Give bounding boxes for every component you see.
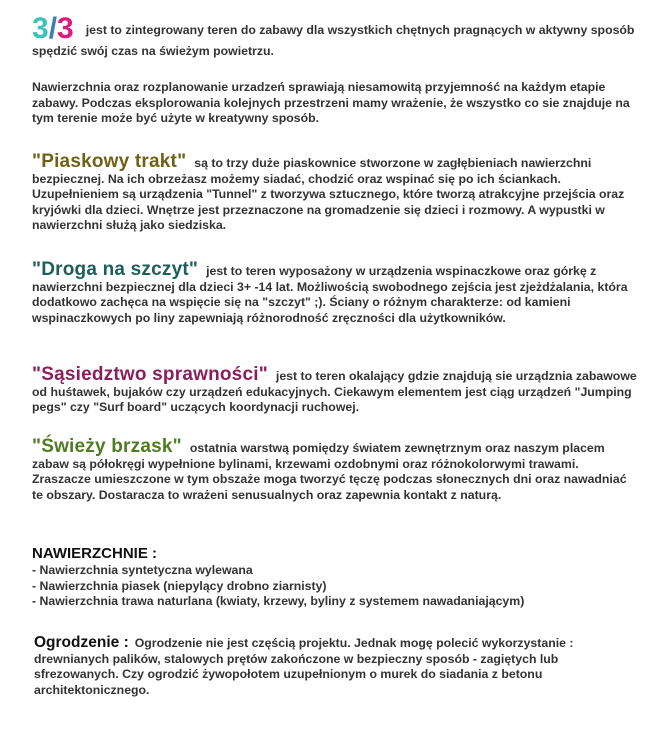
section-swiezy-brzask [32,436,638,503]
list-item: - Nawierzchnia syntetyczna wylewana [32,563,253,577]
list-item: - Nawierzchnia trawa naturlana (kwiaty, krzewy, byliny z systemem nawadaniającym) [32,594,525,609]
section-body: jest to teren okalający gdzie znajdują sie urządznia zabawowe od huśtawek, bujaków czy urządzeń edukacyjnych. Ciekawym elementem jest ciąg urządzeń "Jumping pegs" czy "Surf board" uczących koordynacji ruchowej. [32,369,637,415]
logo-slash: / [48,12,58,45]
description-paragraph: Nawierzchnia oraz rozplanowanie urzadzeń sprawiają niesamowitą przyjemność na każdym etapie zabawy. Podczas eksplorowania kolejnych przestrzeni mamy wrażenie, że wszystko co sie znajduje na tym terenie może być użyte w kreatywny sposób. [32,80,630,126]
fence-paragraph [34,635,638,698]
section-body: ostatnia warstwą pomiędzy światem zewnętrznym oraz naszym placem zabaw są półokręgi wypełnione bylinami, krzewami ozdobnymi oraz różnokolorwymi trawami. Zraszacze umieszczone w tym obszaże moga tworzyć tęczę podczas słonecznych dni oraz nawadniać te obszary. Dostaracza to wrażeni senusualnych oraz zapewnia kontakt z naturą. [32,441,627,502]
section-title: "Droga na szczyt" [32,259,199,280]
section-title: "Świeży brzask" [32,436,182,457]
logo-3-3 [32,14,74,44]
section-sasiedztwo-sprawnosci [32,364,638,416]
section-body: są to trzy duże piaskownice stworzone w zagłębieniach nawierzchni bezpiecznej. Na ich obrzeżasz możemy siadać, chodzić oraz wspinać się po ich ściankach. Uzupełnieniem są urządzenia "Tunnel" z tworzywa sztucznego, które tworzą atrakcyjne przejścia oraz kryjówki dla dzieci. Wnętrze jest przeznaczone na gromadzenie się dzieci i rozmowy. A wypustki w nawierzchni służą jako siedziska. [32,156,625,233]
logo-digit-b: 3 [57,12,74,45]
intro-paragraph [32,14,638,60]
logo-digit-a: 3 [32,12,49,45]
section-droga-na-szczyt [32,259,638,326]
fence-text: Ogrodzenie nie jest częścią projektu. Jednak mogę polecić wykorzystanie : drewnianych palików, stalowych prętów zakończone w bezpieczny sposób - zagiętych lub sfrezowanych. Czy ogrodzić żywopołotem uzupełnionym o murek do siadania z betonu architektonicznego. [34,636,574,697]
surfaces-block [32,545,638,610]
section-title: "Sąsiedztwo sprawności" [32,364,268,385]
surfaces-heading: NAWIERZCHNIE : [32,545,157,562]
surfaces-list [32,563,638,610]
section-piaskowy-trakt [32,151,638,234]
section-body: jest to teren wyposażony w urządzenia wspinaczkowe oraz górkę z nawierzchni bezpiecznej dla dzieci 3+ -14 lat. Możliwością swobodnego zejścia jest zjeżdżalania, która dodatkowo zachęca na wspięcie się na "szczyt" ;). Ściany o różnym charakterze: od kamieni wspinaczkowych po liny zapewniają różnorodność zręczności dla użytkowników. [32,264,628,325]
list-item: - Nawierzchnia piasek (niepylący drobno ziarnisty) [32,578,327,593]
fence-label: Ogrodzenie : [34,634,129,651]
intro-text: jest to zintegrowany teren do zabawy dla wszystkich chętnych pragnących w aktywny sposób spędzić swój czas na świeżym powietrzu. [32,23,635,58]
section-title: "Piaskowy trakt" [32,151,187,172]
